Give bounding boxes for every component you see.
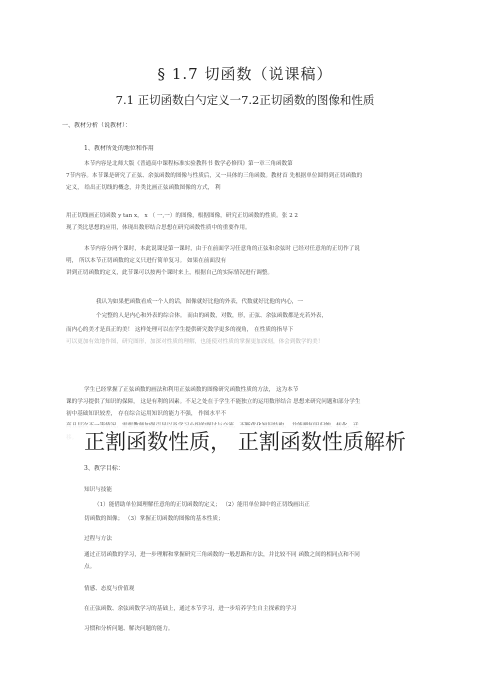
document-subtitle: 7.1 正切函数白勺定义一7.2正切函数的图像和性质 bbox=[115, 93, 375, 107]
body-line: 个完整的人是内心和外表的综合体。 而由的函数，对数，形，正弦、余弦函数都是充若外表， bbox=[96, 313, 328, 319]
overlay-banner-text: 正割函数性质， 正割函数性质解析 bbox=[84, 430, 406, 454]
body-line: 过程与方法 bbox=[84, 536, 112, 542]
body-line: 3、教学目标： bbox=[84, 465, 124, 472]
body-line: 现了类比思想的应用，体现出数形结合思想在研究函数性质中的重要作用。 bbox=[66, 225, 251, 231]
body-line: 课的学习提供了知识的保障， 这是有利的因素。不足之处在于学生不能独立的运用数形结合 思想来研究问题和部分学生 bbox=[66, 399, 361, 405]
body-line: 本节内容是北师大版《普通高中课程标准实验教科书 数学必修四》第一章三角函数第 bbox=[84, 161, 293, 167]
body-line: 学生已经掌握了正弦函数的画法和利用正弦函数的图像研究函数性质的方法， 这为本节 bbox=[84, 387, 299, 393]
body-line: 我认为如果把函数看成一个人的话，图像就好比他的外表，代数就好比他的内心，一 bbox=[96, 299, 303, 305]
body-line: 通过正切函数的学习，进一步理解和掌握研究三角函数的一般思路和方法，并比较不同 函数之间的相同点和不同 bbox=[84, 552, 360, 558]
body-line: 习惯和分析问题、解决问题的能力。 bbox=[84, 626, 174, 632]
body-line: 情感、态度与价值观 bbox=[84, 586, 135, 592]
body-line: 明， 所以本节正切函数的定义只进行简单复习。 如果在前面没有 bbox=[66, 258, 227, 264]
body-line: 定义， 给出正切线的概念，并类比画正弦函数图像的方式， 利 bbox=[66, 185, 221, 191]
document-title: § 1.7 切函数（说课稿） bbox=[157, 65, 333, 83]
body-line: 1、教材所处的地位和作用 bbox=[84, 145, 154, 152]
body-line: （1）能借助单位圆理解任意角的正切函数的定义； （2）能用单位圆中的正切线画出正 bbox=[94, 502, 310, 508]
body-line: 讲到正切函数的定义，此节课可以按两个课时来上，根据自己的实际情况进行调整。 bbox=[66, 270, 273, 276]
body-line: 知识与技能 bbox=[84, 487, 112, 493]
body-line: 初中基础知识较差， 存在综合运用知识的能力不强， 作图水平不 bbox=[66, 411, 227, 417]
body-line: 7节内容。本节课是研究了正弦、余弦函数的图像与性质后，又一具体的三角函数。教材首 先根据单位圆得到正切函数的 bbox=[66, 173, 363, 179]
body-line: 一、教材分析（说教材）： bbox=[62, 122, 132, 129]
body-line: 点。 bbox=[84, 564, 96, 570]
body-line: 切函数的图像； （3）掌握正切函数的图像的基本性质； bbox=[84, 516, 224, 522]
body-line: 可以更加有效地作图，研究图形，加深对性质的理解，也能使对性质的掌握更加深刻，体会到数学的美！ bbox=[66, 339, 324, 345]
body-line: 而内心的美才是真正的美！ 这样处理可以在学生提供研究数学更多的视角， 在性质的指导下 bbox=[66, 327, 294, 333]
body-line: 在正弦函数、余弦函数学习的基础上，通过本节学习，进一步培养学生自主探索的学习 bbox=[84, 606, 297, 612]
body-line: 用正切线画正切函数 y tan x， x （ 一,一）的图像，根据图像，研究正切函数的性质。张 2 2 bbox=[66, 213, 298, 219]
body-line: 本节内容分两个课时，本此说课是第一课时，由于在前面学习任意角的正弦和余弦时 已经对任意角的正切作了说 bbox=[84, 246, 360, 252]
